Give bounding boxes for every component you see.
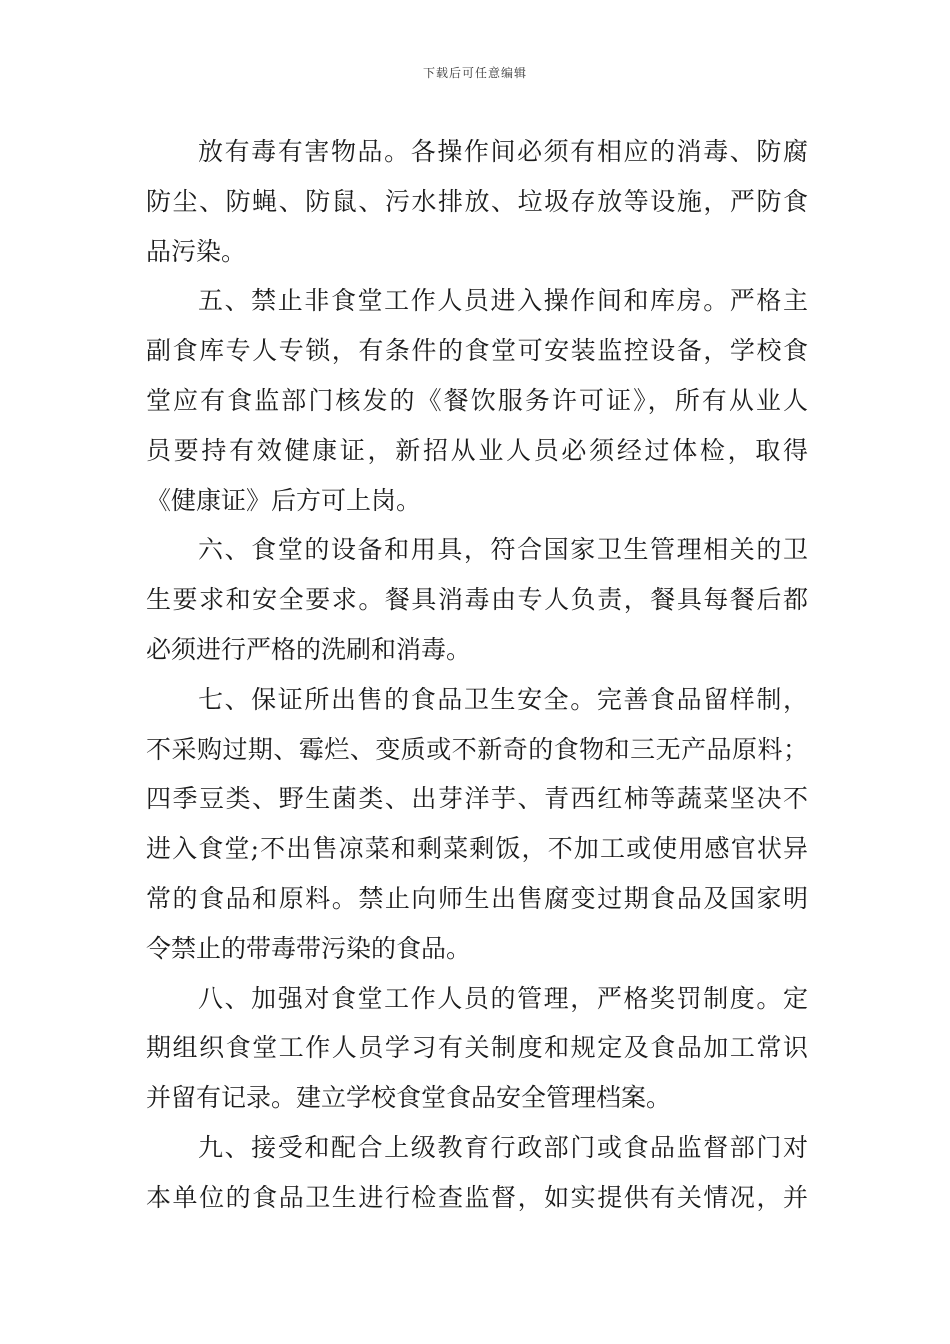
text-line: 八、加强对食堂工作人员的管理，严格奖罚制度。定	[198, 983, 808, 1013]
text-line: 必须进行严格的洗刷和消毒。	[146, 634, 472, 664]
text-line: 四季豆类、野生菌类、出芽洋芋、青西红柿等蔬菜坚决不	[146, 784, 808, 814]
text-line: 并留有记录。建立学校食堂食品安全管理档案。	[146, 1083, 672, 1113]
text-line: 防尘、防蝇、防鼠、污水排放、垃圾存放等设施，严防食	[146, 186, 808, 216]
text-line: 六、食堂的设备和用具，符合国家卫生管理相关的卫	[198, 535, 808, 565]
document-body	[146, 127, 808, 1223]
text-line: 放有毒有害物品。各操作间必须有相应的消毒、防腐	[198, 137, 808, 166]
text-line: 令禁止的带毒带污染的食品。	[146, 933, 472, 963]
text-line: 七、保证所出售的食品卫生安全。完善食品留样制，	[198, 684, 808, 714]
text-line: 本单位的食品卫生进行检查监督，如实提供有关情况，并	[146, 1182, 808, 1212]
page-header: 下载后可任意编辑	[422, 66, 527, 80]
text-line: 九、接受和配合上级教育行政部门或食品监督部门对	[198, 1132, 808, 1162]
text-line: 生要求和安全要求。餐具消毒由专人负责，餐具每餐后都	[146, 585, 808, 615]
text-line: 不采购过期、霉烂、变质或不新奇的食物和三无产品原料；	[146, 734, 808, 764]
text-line: 员要持有效健康证，新招从业人员必须经过体检，取得	[146, 435, 808, 465]
text-line: 常的食品和原料。禁止向师生出售腐变过期食品及国家明	[146, 883, 808, 913]
text-line: 五、禁止非食堂工作人员进入操作间和库房。严格主	[198, 286, 808, 316]
text-line: 《健康证》后方可上岗。	[146, 485, 422, 515]
text-line: 期组织食堂工作人员学习有关制度和规定及食品加工常识	[146, 1033, 808, 1063]
text-line: 副食库专人专锁，有条件的食堂可安装监控设备，学校食	[146, 336, 808, 366]
text-line: 进入食堂;不出售凉菜和剩菜剩饭，不加工或使用感官状异	[146, 834, 808, 864]
text-line: 品污染。	[146, 236, 247, 266]
text-line: 堂应有食监部门核发的《餐饮服务许可证》，所有从业人	[146, 385, 808, 415]
